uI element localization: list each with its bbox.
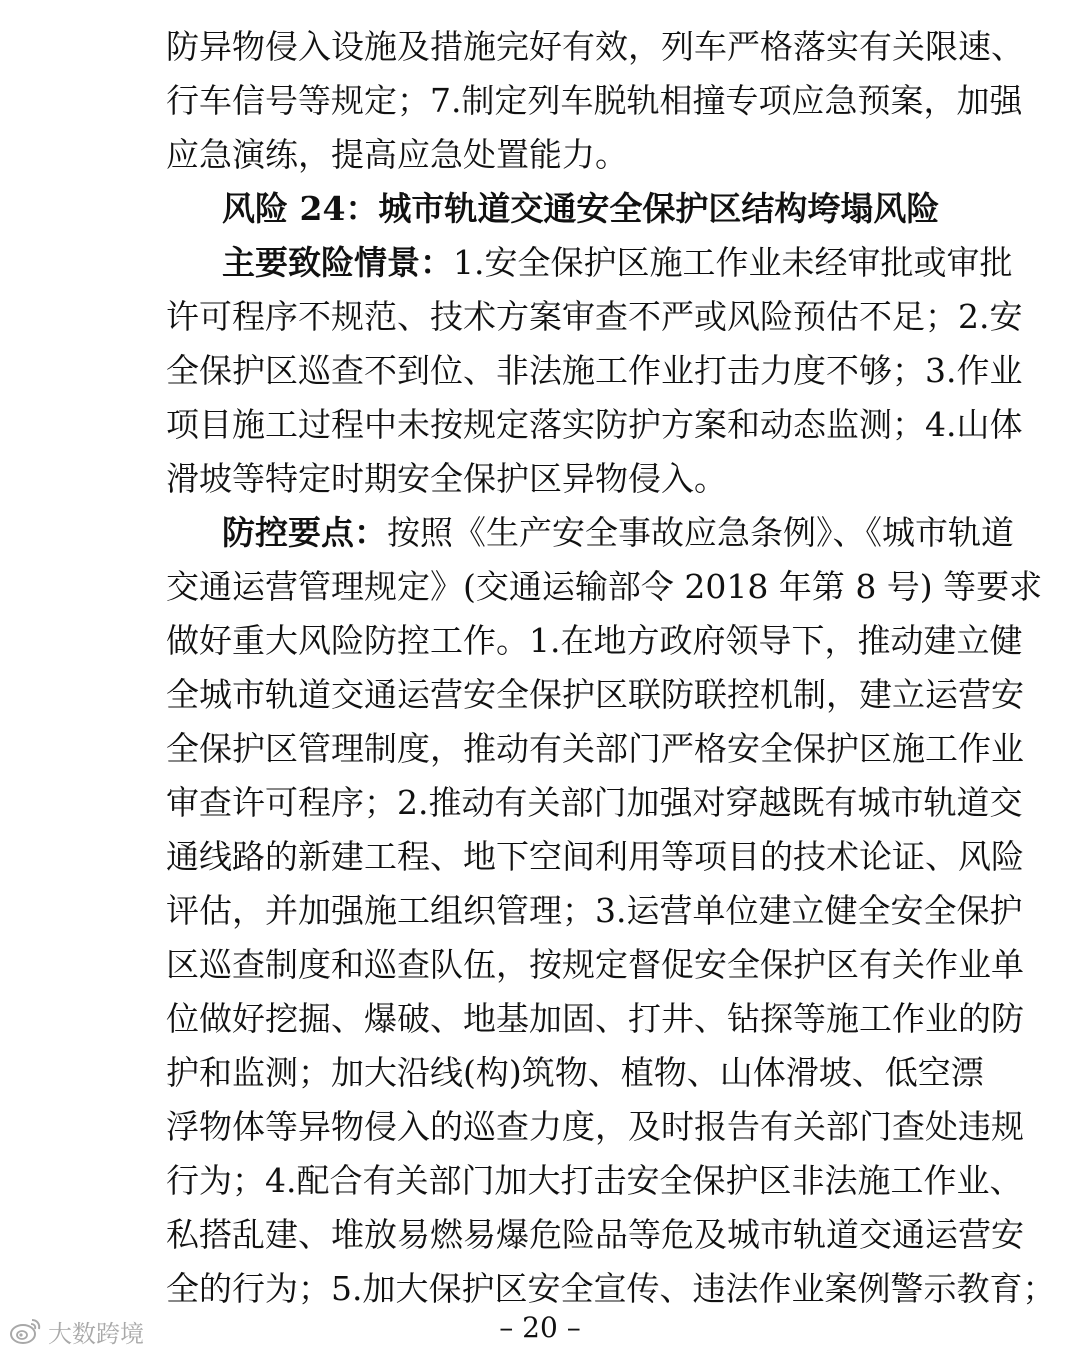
- paragraph-line: 全保护区巡查不到位、非法施工作业打击力度不够；3.作业: [166, 351, 1023, 390]
- weibo-icon: [8, 1316, 42, 1346]
- paragraph-line: 行为；4.配合有关部门加大打击安全保护区非法施工作业、: [166, 1161, 1023, 1200]
- paragraph-line: 应急演练，提高应急处置能力。: [166, 135, 628, 174]
- paragraph-line: 许可程序不规范、技术方案审查不严或风险预估不足；2.安: [166, 297, 1023, 336]
- paragraph-line: 全城市轨道交通运营安全保护区联防联控机制，建立运营安: [166, 675, 1024, 714]
- paragraph-label: 主要致险情景：: [222, 243, 453, 282]
- paragraph-line: 区巡查制度和巡查队伍，按规定督促安全保护区有关作业单: [166, 945, 1024, 984]
- paragraph-line: 行车信号等规定；7.制定列车脱轨相撞专项应急预案，加强: [166, 81, 1023, 120]
- paragraph-line: 主要致险情景：1.安全保护区施工作业未经审批或审批: [222, 243, 1013, 282]
- paragraph-line: 项目施工过程中未按规定落实防护方案和动态监测；4.山体: [166, 405, 1023, 444]
- paragraph-line: 审查许可程序；2.推动有关部门加强对穿越既有城市轨道交: [166, 783, 1023, 822]
- watermark: [8, 1314, 144, 1348]
- paragraph-line: 浮物体等异物侵入的巡查力度，及时报告有关部门查处违规: [166, 1107, 1024, 1146]
- paragraph-line: 全的行为；5.加大保护区安全宣传、违法作业案例警示教育；: [166, 1269, 1056, 1308]
- paragraph-label: 防控要点：: [222, 513, 387, 552]
- paragraph-line: 位做好挖掘、爆破、地基加固、打井、钻探等施工作业的防: [166, 999, 1024, 1038]
- paragraph-line: 全保护区管理制度，推动有关部门严格安全保护区施工作业: [166, 729, 1024, 768]
- page-number: – 20 –: [499, 1311, 581, 1344]
- paragraph-line: 做好重大风险防控工作。1.在地方政府领导下，推动建立健: [166, 621, 1023, 660]
- paragraph-line: 防控要点：按照《生产安全事故应急条例》、《城市轨道: [222, 513, 1014, 552]
- paragraph-line: 护和监测；加大沿线(构)筑物、植物、山体滑坡、低空漂: [166, 1053, 984, 1092]
- section-heading: 风险 24：城市轨道交通安全保护区结构垮塌风险: [222, 189, 940, 228]
- paragraph-line: 交通运营管理规定》(交通运输部令 2018 年第 8 号) 等要求: [166, 567, 1043, 606]
- watermark-text: 大数跨境: [48, 1319, 144, 1348]
- paragraph-line: 防异物侵入设施及措施完好有效，列车严格落实有关限速、: [166, 27, 1024, 66]
- paragraph-line: 私搭乱建、堆放易燃易爆危险品等危及城市轨道交通运营安: [166, 1215, 1024, 1254]
- paragraph-line: 评估，并加强施工组织管理；3.运营单位建立健全安全保护: [166, 891, 1023, 930]
- paragraph-line: 滑坡等特定时期安全保护区异物侵入。: [166, 459, 727, 498]
- paragraph-line: 通线路的新建工程、地下空间利用等项目的技术论证、风险: [166, 837, 1024, 876]
